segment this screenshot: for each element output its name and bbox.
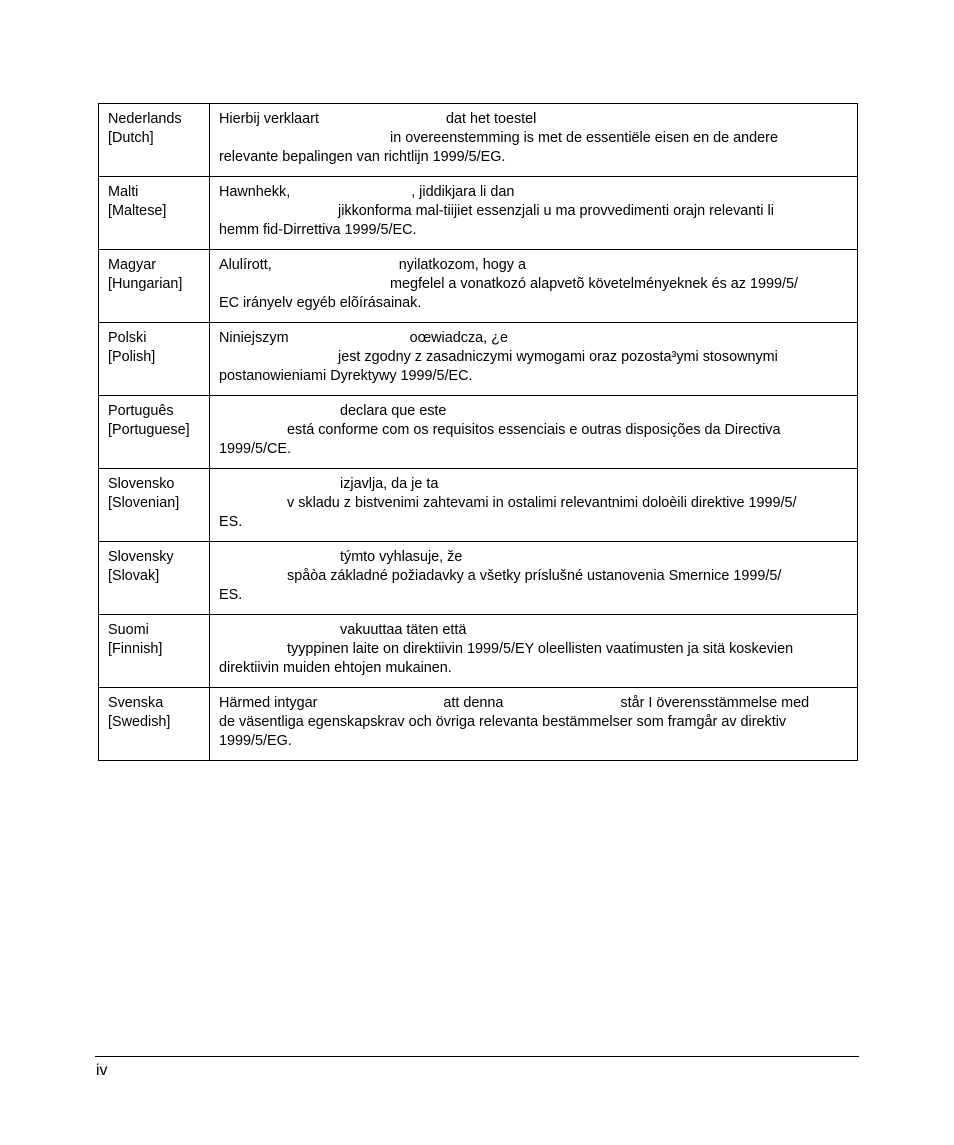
declaration-line1-start: Alulírott, (219, 257, 272, 273)
table-row (99, 615, 858, 688)
language-name: Nederlands (108, 111, 182, 127)
declaration-line2: megfelel a vonatkozó alapvetõ követelményeknek és az 1999/5/ (390, 276, 798, 292)
declaration-text-cell (210, 177, 858, 250)
table-row (99, 396, 858, 469)
declaration-line1-end: izjavlja, da je ta (340, 476, 439, 492)
language-cell (99, 104, 210, 177)
table-row (99, 688, 858, 761)
declaration-line1-end: dat het toestel (445, 111, 537, 127)
declaration-line2: in overeenstemming is met de essentiële eisen en de andere (390, 130, 778, 146)
footer-rule (95, 1056, 859, 1057)
declaration-text-cell (210, 104, 858, 177)
declaration-text-cell (210, 469, 858, 542)
declaration-line1-end: , jiddikjara li dan (411, 184, 515, 200)
declaration-text-cell (210, 615, 858, 688)
declaration-line2: jikkonforma mal-tiijiet essenzjali u ma provvedimenti orajn relevanti li (338, 203, 774, 219)
declaration-line1-mid: att denna (443, 695, 504, 711)
language-cell (99, 615, 210, 688)
declaration-line1-end: oœwiadcza, ¿e (409, 330, 508, 346)
language-name: Malti (108, 184, 139, 200)
declaration-line1-end: declara que este (340, 403, 447, 419)
page-number: iv (96, 1062, 108, 1079)
declaration-line2: está conforme com os requisitos essenciais e outras disposições da Directiva (287, 422, 781, 438)
declaration-line3: relevante bepalingen van richtlijn 1999/5/EG. (219, 149, 506, 165)
declaration-line3: 1999/5/CE. (219, 441, 292, 457)
language-name: Slovensky (108, 549, 174, 565)
language-english: [Swedish] (108, 714, 171, 730)
declaration-text-cell (210, 396, 858, 469)
language-cell (99, 177, 210, 250)
table-row (99, 250, 858, 323)
language-cell (99, 323, 210, 396)
declaration-line1-start: Niniejszym (219, 330, 289, 346)
language-english: [Portuguese] (108, 422, 190, 438)
language-name: Polski (108, 330, 147, 346)
table-row (99, 104, 858, 177)
language-english: [Maltese] (108, 203, 167, 219)
declaration-line3: hemm fid-Dirrettiva 1999/5/EC. (219, 222, 417, 238)
declaration-line3: ES. (219, 587, 243, 603)
table-row (99, 177, 858, 250)
language-english: [Slovak] (108, 568, 160, 584)
declaration-line3: 1999/5/EG. (219, 733, 292, 749)
declaration-line1-start: Hierbij verklaart (219, 111, 319, 127)
table-row (99, 469, 858, 542)
declaration-line1-end: vakuuttaa täten että (340, 622, 467, 638)
language-cell (99, 469, 210, 542)
language-cell (99, 250, 210, 323)
language-name: Magyar (108, 257, 156, 273)
language-cell (99, 688, 210, 761)
declaration-line3: direktiivin muiden ehtojen mukainen. (219, 660, 452, 676)
table-row (99, 323, 858, 396)
language-english: [Slovenian] (108, 495, 180, 511)
language-cell (99, 542, 210, 615)
declaration-line1-start: Hawnhekk, (219, 184, 291, 200)
language-name: Português (108, 403, 174, 419)
declaration-text-cell (210, 250, 858, 323)
language-name: Suomi (108, 622, 149, 638)
declaration-line2: jest zgodny z zasadniczymi wymogami oraz pozosta³ymi stosownymi (338, 349, 778, 365)
language-english: [Dutch] (108, 130, 154, 146)
declaration-line1-start: Härmed intygar (219, 695, 318, 711)
table-row (99, 542, 858, 615)
declaration-text-cell (210, 542, 858, 615)
language-name: Slovensko (108, 476, 175, 492)
language-cell (99, 396, 210, 469)
declaration-line1-end: týmto vyhlasuje, že (340, 549, 463, 565)
language-name: Svenska (108, 695, 164, 711)
declaration-table (98, 103, 858, 761)
language-english: [Polish] (108, 349, 156, 365)
declaration-text-cell (210, 323, 858, 396)
declaration-line2: spåòa základné požiadavky a všetky príslušné ustanovenia Smernice 1999/5/ (287, 568, 782, 584)
declaration-line3: EC irányelv egyéb elõírásainak. (219, 295, 422, 311)
declaration-line2: v skladu z bistvenimi zahtevami in ostalimi relevantnimi doloèili direktive 1999/5/ (287, 495, 797, 511)
declaration-line1-end: nyilatkozom, hogy a (398, 257, 526, 273)
declaration-text-cell (210, 688, 858, 761)
language-english: [Hungarian] (108, 276, 183, 292)
declaration-line3: ES. (219, 514, 243, 530)
declaration-line2: tyyppinen laite on direktiivin 1999/5/EY oleellisten vaatimusten ja sitä koskevien (287, 641, 794, 657)
declaration-line1-end: står I överensstämmelse med (620, 695, 810, 711)
declaration-line3: postanowieniami Dyrektywy 1999/5/EC. (219, 368, 473, 384)
declaration-line2: de väsentliga egenskapskrav och övriga relevanta bestämmelser som framgår av direktiv (219, 714, 787, 730)
language-english: [Finnish] (108, 641, 163, 657)
